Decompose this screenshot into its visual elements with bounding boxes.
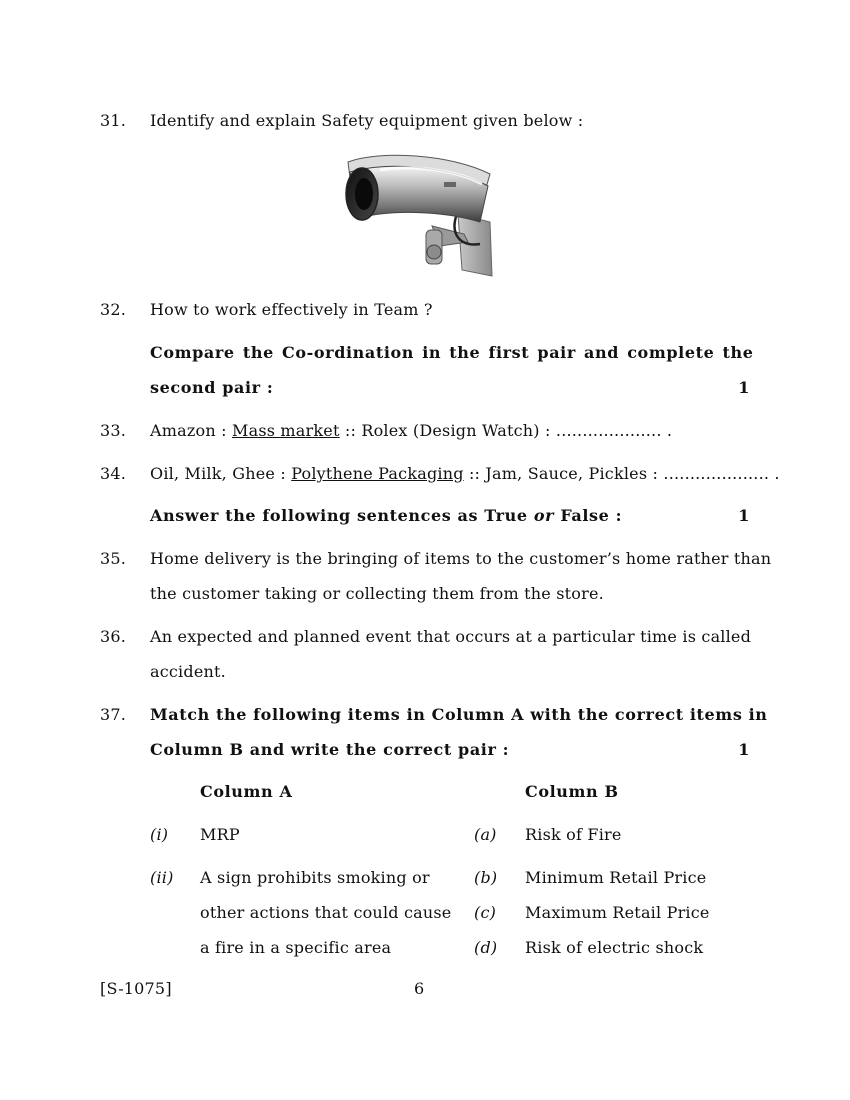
column-b-label: (a) — [474, 825, 497, 844]
question-text: How to work effectively in Team ? — [150, 300, 433, 319]
column-b-label: (c) — [474, 903, 497, 922]
section-text-pre: Answer the following sentences as True — [150, 506, 534, 525]
question-text: Match the following items in Column A with the correct items in — [150, 705, 768, 724]
cctv-camera-icon — [340, 148, 510, 284]
question-text: An expected and planned event that occurs at a particular time is called — [150, 627, 752, 646]
question-text: Home delivery is the bringing of items to the customer’s home rather than — [150, 549, 772, 568]
section-instruction: Compare the Co-ordination in the first pair and complete the — [150, 343, 754, 362]
column-a-item: A sign prohibits smoking or — [200, 868, 430, 887]
section-text-or: or — [533, 506, 555, 525]
column-b-item: Risk of electric shock — [525, 938, 704, 957]
question-text: Identify and explain Safety equipment given below : — [150, 111, 584, 130]
question-text — [150, 421, 672, 441]
marks: 1 — [738, 506, 750, 525]
column-a-item-cont: a fire in a specific area — [200, 938, 392, 957]
underlined-term: Mass market — [232, 421, 340, 440]
column-b-item: Minimum Retail Price — [525, 868, 707, 887]
question-text-cont: the customer taking or collecting them from the store. — [150, 584, 604, 603]
question-text-post: :: Rolex (Design Watch) : .................... . — [339, 421, 673, 440]
question-text-cont: Column B and write the correct pair : — [150, 740, 510, 759]
question-text-pre: Amazon : — [150, 421, 232, 440]
column-a-header: Column A — [200, 782, 293, 801]
column-b-header: Column B — [525, 782, 619, 801]
underlined-term: Polythene Packaging — [291, 464, 464, 483]
column-a-item-cont: other actions that could cause — [200, 903, 452, 922]
section-instruction — [150, 506, 622, 526]
page-number: 6 — [414, 979, 425, 998]
question-text — [150, 464, 780, 484]
question-number: 35. — [100, 549, 127, 568]
question-text-pre: Oil, Milk, Ghee : — [150, 464, 292, 483]
question-text-post: :: Jam, Sauce, Pickles : .................... . — [463, 464, 780, 483]
question-number: 36. — [100, 627, 127, 646]
question-number: 37. — [100, 705, 127, 724]
column-a-label: (i) — [150, 825, 169, 844]
marks: 1 — [738, 740, 750, 759]
question-number: 31. — [100, 111, 127, 130]
column-b-item: Risk of Fire — [525, 825, 622, 844]
column-b-label: (b) — [474, 868, 498, 887]
column-a-label: (ii) — [150, 868, 174, 887]
column-b-item: Maximum Retail Price — [525, 903, 710, 922]
question-number: 32. — [100, 300, 127, 319]
section-instruction-cont: second pair : — [150, 378, 274, 397]
question-number: 34. — [100, 464, 127, 483]
column-b-label: (d) — [474, 938, 498, 957]
section-text-post: False : — [554, 506, 623, 525]
marks: 1 — [738, 378, 750, 397]
question-text-cont: accident. — [150, 662, 226, 681]
column-a-item: MRP — [200, 825, 240, 844]
question-number: 33. — [100, 421, 127, 440]
footer-code: [S-1075] — [100, 979, 172, 998]
